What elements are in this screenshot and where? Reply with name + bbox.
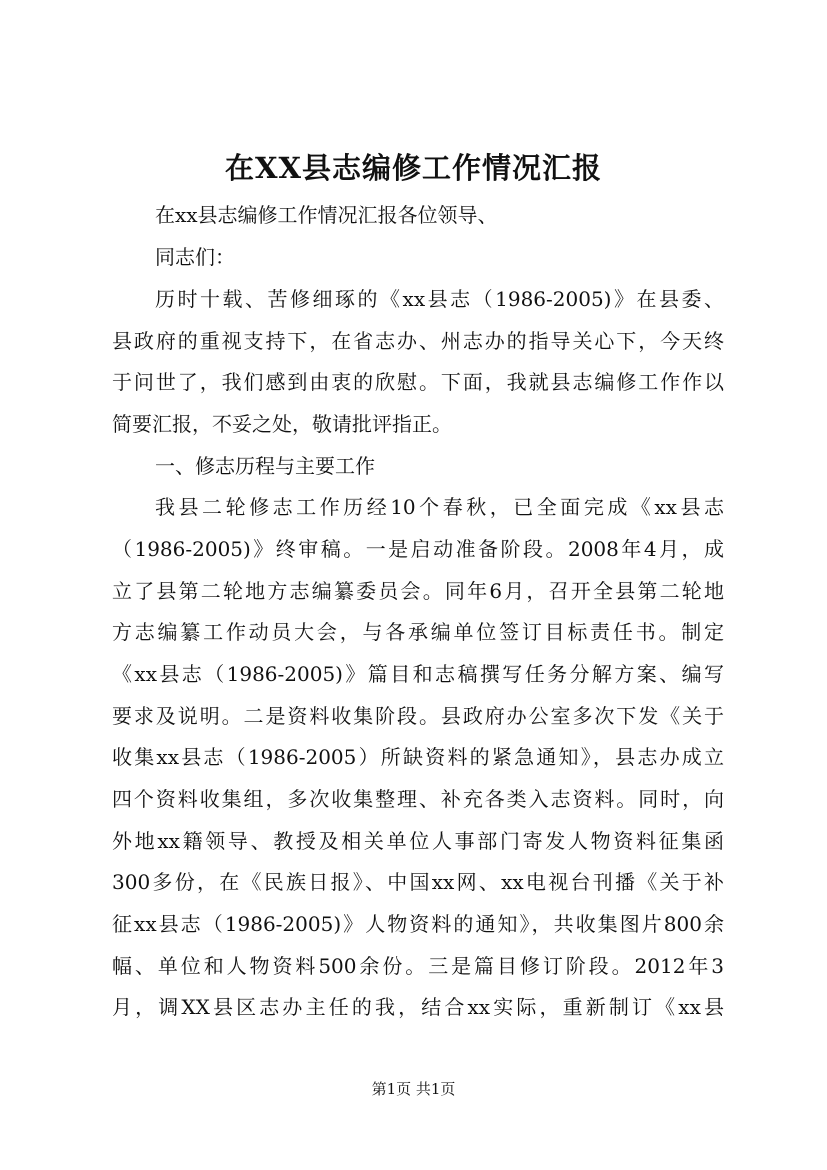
paragraph-line: （1986-2005)》终审稿。一是启动准备阶段。2008年4月，成 [112,537,724,561]
paragraph-line: 同志们： [155,245,235,269]
paragraph-line: 方志编纂工作动员大会，与各承编单位签订目标责任书。制定 [112,620,724,644]
paragraph-line: 幅、单位和人物资料500余份。三是篇目修订阶段。2012年3 [112,954,724,978]
paragraph-line: 在xx县志编修工作情况汇报各位领导、 [155,203,498,227]
paragraph-line: 300多份，在《民族日报》、中国xx网、xx电视台刊播《关于补 [112,870,724,894]
page-footer: 第1页 共1页 [371,1080,456,1098]
paragraph-line: 《xx县志（1986-2005)》篇目和志稿撰写任务分解方案、编写 [112,662,724,686]
paragraph-line: 县政府的重视支持下，在省志办、州志办的指导关心下，今天终 [112,329,724,353]
paragraph-line: 历时十载、苦修细琢的《xx县志（1986-2005)》在县委、 [155,287,724,311]
paragraph-line: 月，调XX县区志办主任的我，结合xx实际，重新制订《xx县 [112,995,724,1019]
document-title: 在XX县志编修工作情况汇报 [224,151,602,185]
paragraph-line: 外地xx籍领导、教授及相关单位人事部门寄发人物资料征集函 [112,829,724,853]
paragraph-line: 要求及说明。二是资料收集阶段。县政府办公室多次下发《关于 [112,704,724,728]
paragraph-line: 四个资料收集组，多次收集整理、补充各类入志资料。同时，向 [112,787,724,811]
paragraph-line: 收集xx县志（1986-2005）所缺资料的紧急通知》，县志办成立 [112,745,724,769]
paragraph-line: 立了县第二轮地方志编纂委员会。同年6月，召开全县第二轮地 [112,579,724,603]
paragraph-line: 简要汇报，不妥之处，敬请批评指正。 [112,412,452,436]
section-heading: 一、修志历程与主要工作 [155,454,375,478]
paragraph-line: 于问世了，我们感到由衷的欣慰。下面，我就县志编修工作作以 [112,370,724,394]
paragraph-line: 征xx县志（1986-2005)》人物资料的通知》，共收集图片800余 [112,912,724,936]
paragraph-line: 我县二轮修志工作历经10个春秋，已全面完成《xx县志 [155,495,724,519]
